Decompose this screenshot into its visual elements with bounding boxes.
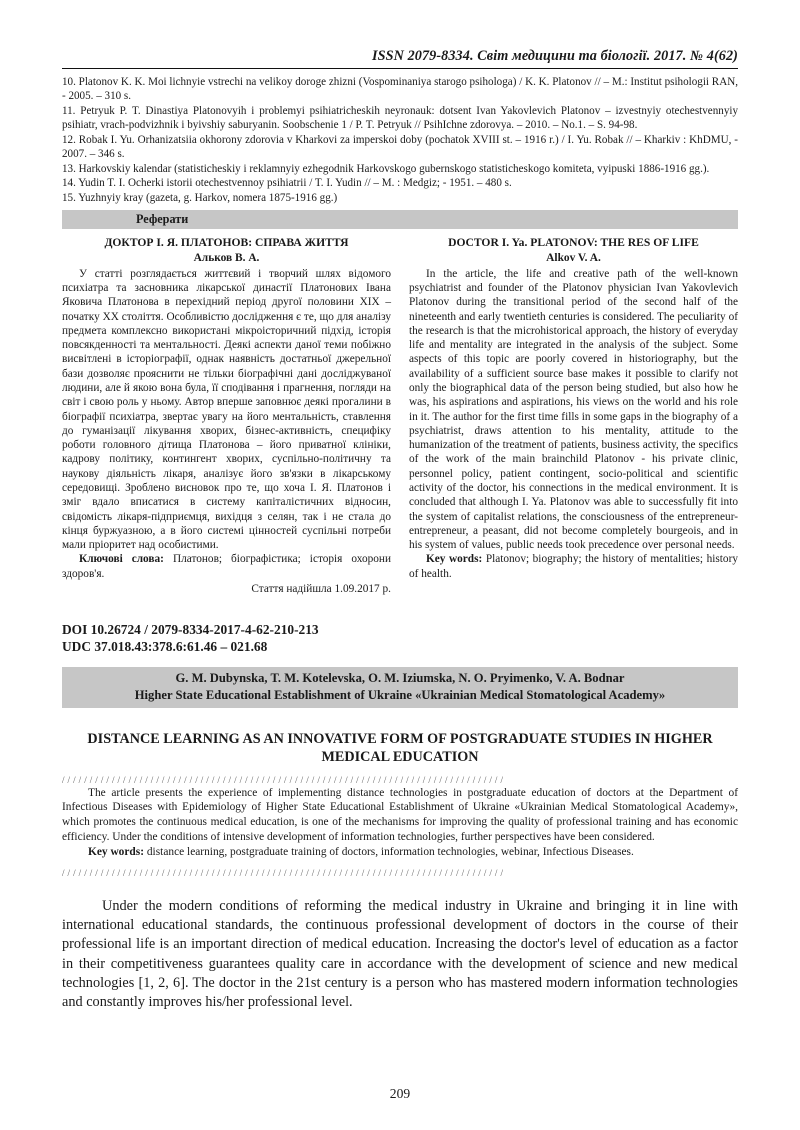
reference-item: 15. Yuzhnyiy kray (gazeta, g. Harkov, nomera 1875-1916 gg.) xyxy=(62,191,338,204)
page-number: 209 xyxy=(389,1086,411,1101)
abstracts-section-heading: Реферати xyxy=(62,210,738,229)
abstract-title-uk: ДОКТОР І. Я. ПЛАТОНОВ: СПРАВА ЖИТТЯ xyxy=(104,236,349,250)
abstract-author-en: Alkov V. A. xyxy=(546,251,601,264)
article-summary: The article presents the experience of implementing distance technologies in postgraduate education of doctors at the Department of Infectious Diseases with Epidemiology of Higher State Educational Establishment of Ukraine «Ukrainian Medical Stomatological Academy», which promotes the continuous medical education, is one of the mechanisms for improving the quality of professional training and has economic efficiency. Under the conditions of intensive development of information technologies, further perspectives have been considered. xyxy=(62,786,738,844)
keywords-value-uk: Платонов; біографістика; історія охорони здоров'я. xyxy=(62,553,391,580)
running-head: ISSN 2079-8334. Світ медицини та біології. 2017. № 4(62) xyxy=(371,48,738,64)
header-rule xyxy=(62,68,738,69)
abstract-author-uk: Альков В. А. xyxy=(193,251,260,264)
keywords-label-en: Key words: xyxy=(426,553,483,566)
article-title: DISTANCE LEARNING AS AN INNOVATIVE FORM OF POSTGRADUATE STUDIES IN HIGHER MEDICAL EDUCATION xyxy=(87,731,713,766)
abstract-column-ukrainian xyxy=(62,236,391,596)
keywords-label-uk: Ключові слова: xyxy=(79,553,164,566)
udc-line: UDC 37.018.43:378.6:61.46 – 021.68 xyxy=(62,638,268,654)
received-date: Стаття надійшла 1.09.2017 р. xyxy=(251,582,391,595)
abstracts-columns xyxy=(62,236,738,596)
reference-item: 14. Yudin T. I. Ocherki istorii otechestvennoy psihiatrii / T. I. Yudin // – M. : Medgiz; - 1951. – 480 s. xyxy=(62,177,512,190)
doi-line: DOI 10.26724 / 2079-8334-2017-4-62-210-213 xyxy=(62,621,319,637)
reference-item: 10. Platonov K. K. Moi lichnyie vstrechi na velikoy doroge zhizni (Vospominaniya starogo psihologa) / K. K. Platonov // – M.: Institut psihologii RAN, - 2005. – 310 s. xyxy=(62,76,738,103)
reference-item: 13. Harkovskiy kalendar (statisticheskiy i reklamnyiy ezhegodnik Harkovskogo gubernskogo statisticheskogo komiteta, vyipuski 1886-1916 gg.). xyxy=(62,162,710,175)
abstract-body-en: In the article, the life and creative path of the well-known psychiatrist and founder of the Platonov physician Ivan Yakovlevich Platonov during the transitional period of the second half of the nineteenth and early twentieth centuries is considered. The peculiarity of the research is that the microhistorical approach, the history of everyday life and mentality are integrated in the analysis of the subject. Some aspects of this topic are poorly covered in historiography, but the availability of a sufficient source base makes it possible to clarify not only the biographical data of the person being studied, but also how he was, his aspirations and aspirations, his views on the world and his role in it. The author for the first time fills in some gaps in the biography of a psychiatrist, draws attention to his mentality, attitude to the humanization of the treatment of patients, business activity, the specifics of the work of the main brainchild Platonov - his private clinic, personnel policy, patient contingent, socio-political and scientific activity of the doctor, his connections in the medical environment. It is concluded that although I. Ya. Platonov was able to successfully fit into the system of capitalist relations, the consciousness of the entrepreneur-entrepreneur, a peasant, did not become completely bourgeois, and in his system of values, public needs took precedence over personal needs. xyxy=(409,267,738,552)
article-body-paragraph: Under the modern conditions of reforming the medical industry in Ukraine and bringing it in line with international educational standards, the continuous professional development of doctors in the course of their professional life is an important direction of medical education. Increasing the doctor's level of education as a factor in their competitiveness guarantees quality care in accordance with the development of science and new medical technologies [1, 2, 6]. The doctor in the 21st century is a person who has mastered modern information technologies and constantly improves his/her professional level. xyxy=(62,897,738,1011)
references-list xyxy=(62,75,738,205)
decorative-divider-top: //////////////////////////////////////////////////////////////////////////////// xyxy=(62,775,507,785)
abstract-column-english xyxy=(409,236,738,596)
article-keywords xyxy=(62,845,738,860)
decorative-divider-bottom: //////////////////////////////////////////////////////////////////////////////// xyxy=(62,868,507,878)
article-authors-band xyxy=(62,667,738,708)
abstract-keywords-en xyxy=(409,552,738,581)
abstract-body-uk: У статті розглядається життєвий і творчий шлях відомого психіатра та засновника лікарської династії Платонових Івана Яковича Платонова в перехідний період другої половини XIX – початку XX століття. Особливістю дослідження є те, що для аналізу предмета комплексно використані мікроісторичний підхід, історія повсякденності та ментальності. Деякі аспекти даної теми побіжно висвітлені в історіографії, однак наявність достатньої джерельної бази дозволяє прояснити не тільки біографічні дані досліджуваної людини, але й якою вона була, її сподівання і прагнення, погляди на світ і свою роль у ньому. Автор вперше заповнює деякі прогалини в біографії психіатра, звертає увагу на його ментальність, ставлення до гуманізації лікування хворих, бізнес-активність, специфіку роботи головного дітища Платонова – його приватної клініки, кадрову політику, контингент хворих, суспільно-політичну та наукову діяльність лікаря, аналізує його зв'язки в лікарському середовищі. Зроблено висновок про те, що хоча І. Я. Платонов і зміг вдало вписатися в систему капіталістичних відносин, свідомість лікаря-підприємця, вихідця з селян, так і не стала до кінця буржуазною, а в його системі цінностей суспільні потреби мали пріоритет над особистими. xyxy=(62,267,391,552)
article-authors: G. M. Dubynska, T. M. Kotelevska, O. M. Iziumska, N. O. Pryimenko, V. A. Bodnar xyxy=(175,671,625,686)
article-keywords-value: distance learning, postgraduate training of doctors, information technologies, webinar, Infectious Diseases. xyxy=(146,845,634,858)
reference-item: 12. Robak I. Yu. Orhanizatsiia okhorony zdorovia v Kharkovi za imperskoi doby (pochatok XVIII st. – 1916 r.) / I. Yu. Robak // – Kharkiv : KhDMU, - 2007. – 346 s. xyxy=(62,133,738,161)
abstract-keywords-uk xyxy=(62,552,391,581)
article-affiliation: Higher State Educational Establishment of Ukraine «Ukrainian Medical Stomatological Academy» xyxy=(134,688,666,703)
abstract-title-en: DOCTOR I. Ya. PLATONOV: THE RES OF LIFE xyxy=(448,236,699,250)
reference-item: 11. Petryuk P. T. Dinastiya Platonovyih i problemyi psihiatricheskih neyronauk: dotsent Ivan Yakovlevich Platonov – izvestnyiy otechestvennyiy psihiatr, vrach-podvizhnik i byivshiy saburyanin. Soobschenie 1 / P. T. Petryuk // PsihIchne zdorovya. – 2010. – No.1. – S. 94-98. xyxy=(62,104,738,132)
identifier-block xyxy=(62,621,738,656)
article-keywords-label: Key words: xyxy=(88,845,144,858)
keywords-value-en: Platonov; biography; the history of mentalities; history of health. xyxy=(409,553,738,580)
